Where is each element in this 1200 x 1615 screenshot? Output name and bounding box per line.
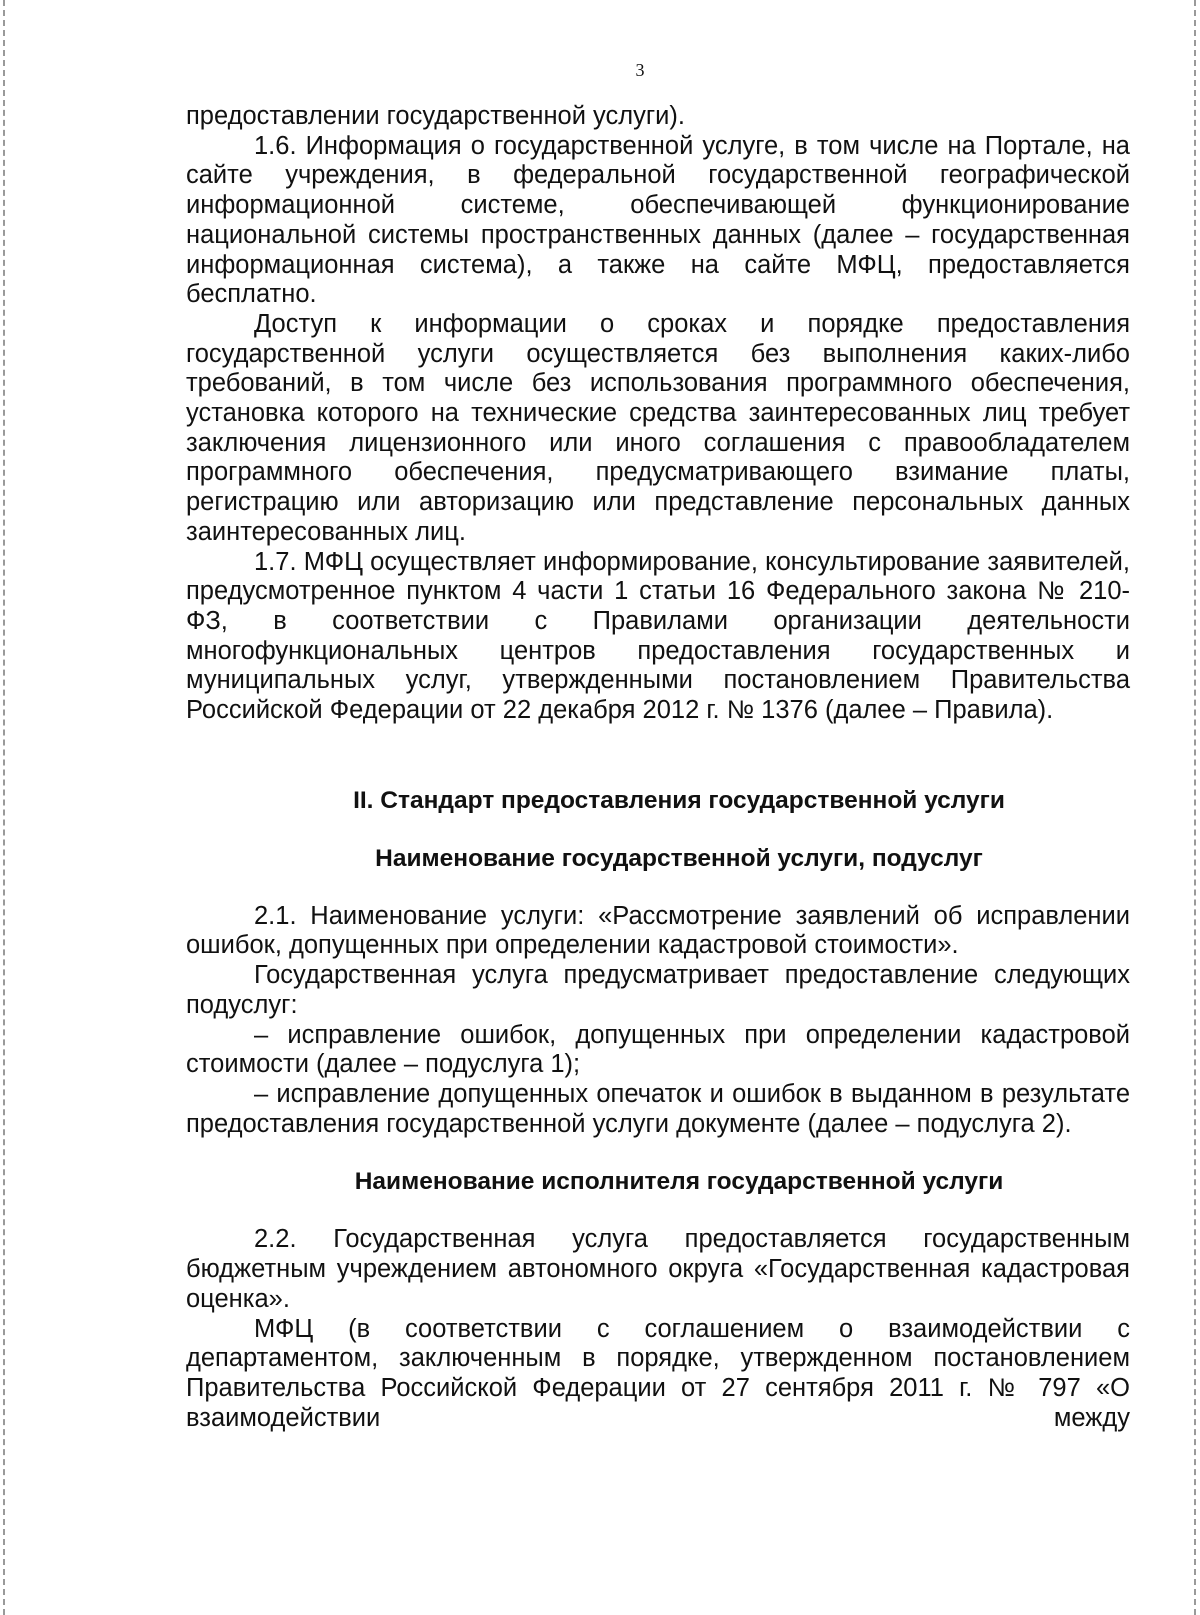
paragraph-continuation: предоставлении государственной услуги). [186,102,686,130]
paragraph-1-6: 1.6. Информация о государственной услуге, в том числе на Портале, на сайте учреждения, в федеральной государственной географической информационной системе, обеспечивающей функционирование национальной системы пространственных данных (далее – государственная информационная система), а также на сайте МФЦ, предоставляется бесплатно. [186,131,1130,309]
section-heading: II. Стандарт предоставления государственной услуги [353,786,1005,814]
page-number: 3 [635,60,645,80]
scan-edge-right [1194,0,1196,1615]
scan-edge-left [3,0,5,1615]
list-item-subservice-2: – исправление допущенных опечаток и ошибок в выданном в результате предоставления государственной услуги документе (далее – подуслуга 2). [186,1079,1130,1138]
paragraph-access: Доступ к информации о сроках и порядке предоставления государственной услуги осуществляется без выполнения каких-либо требований, в том числе без использования программного обеспечения, установка которого на технические средства заинтересованных лиц требует заключения лицензионного или иного соглашения с правообладателем программного обеспечения, предусматривающего взимание платы, регистрацию или авторизацию или представление персональных данных заинтересованных лиц. [186,309,1130,546]
list-item-subservice-1: – исправление ошибок, допущенных при определении кадастровой стоимости (далее – подуслуга 1); [186,1020,1130,1079]
document-body [186,102,1130,1433]
subheading-service-executor: Наименование исполнителя государственной услуги [354,1168,1004,1196]
paragraph-subservices: Государственная услуга предусматривает предоставление следующих подуслуг: [186,961,1130,1019]
paragraph-mfc: МФЦ (в соответствии с соглашением о взаимодействии с департаментом, заключенным в порядке, утвержденном постановлением Правительства Российской Федерации от 27 сентября 2011 г. № 797 «О взаимодействии между [186,1314,1130,1432]
paragraph-2-2: 2.2. Государственная услуга предоставляется государственным бюджетным учреждением автономного округа «Государственная кадастровая оценка». [186,1225,1130,1313]
subheading-service-name: Наименование государственной услуги, подуслуг [375,844,983,872]
paragraph-2-1: 2.1. Наименование услуги: «Рассмотрение заявлений об исправлении ошибок, допущенных при определении кадастровой стоимости». [186,901,1130,960]
paragraph-1-7: 1.7. МФЦ осуществляет информирование, консультирование заявителей, предусмотренное пунктом 4 части 1 статьи 16 Федерального закона № 210-ФЗ, в соответствии с Правилами организации деятельности многофункциональных центров предоставления государственных и муниципальных услуг, утвержденными постановлением Правительства Российской Федерации от 22 декабря 2012 г. № 1376 (далее – Правила). [186,547,1130,725]
